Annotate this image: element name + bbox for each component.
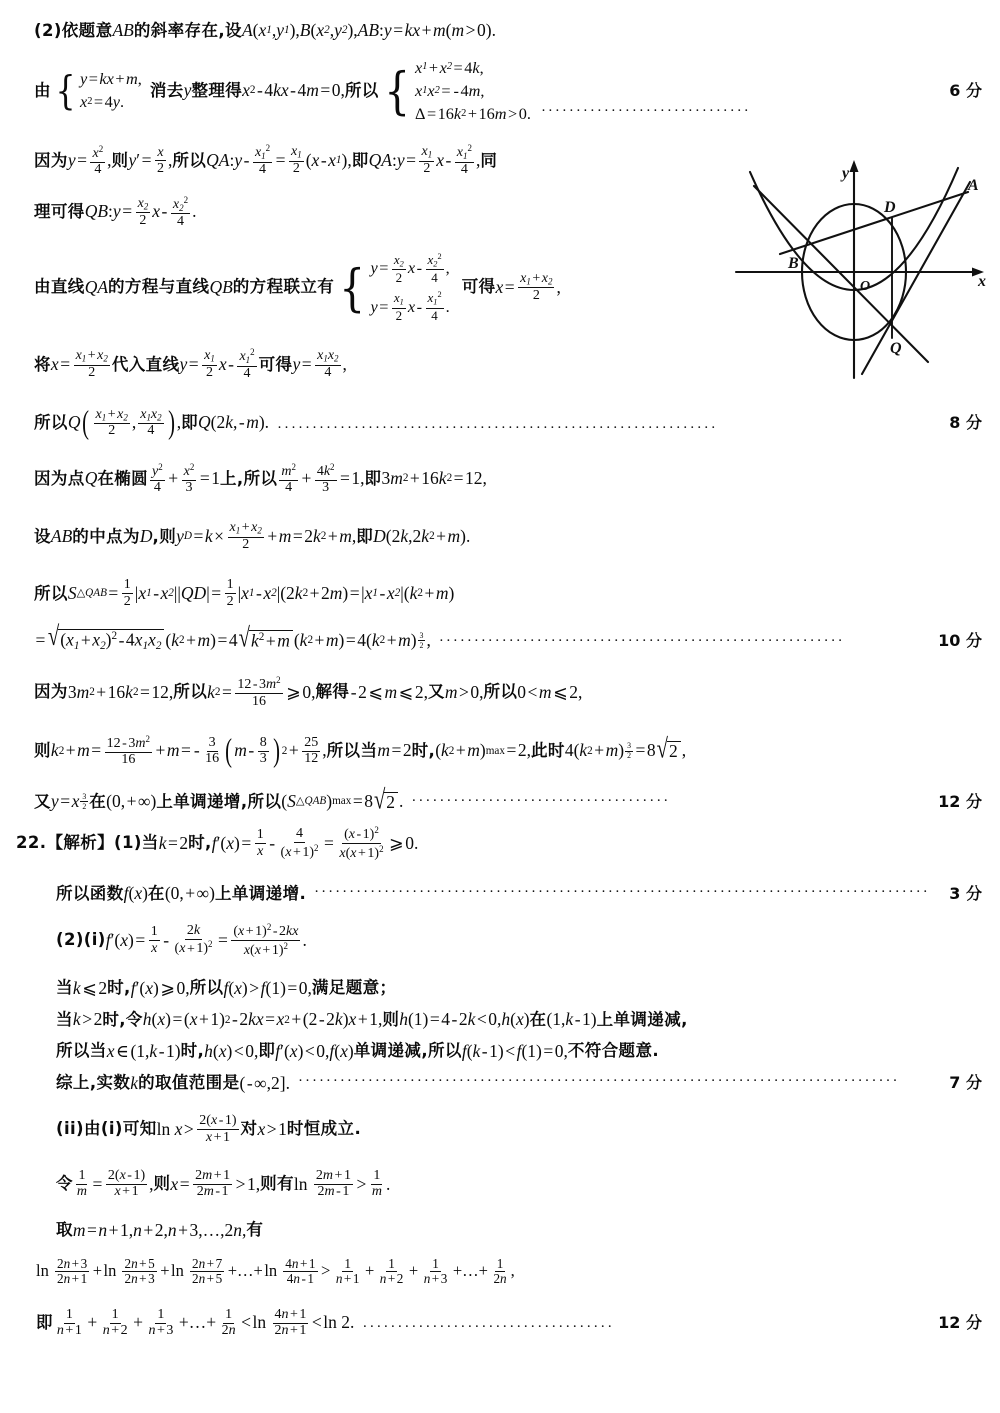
q22-part1: 22. 【解析】 (1)当 k = 2 时 , f ′ ( x ) = $\frac{1}{x}$ - $\frac{4}{(x + 1)^2}$ = $\frac{(x - 1)^2}{x(x + 1)^2}$ ⩾ 0 . [16, 825, 419, 861]
score-10: 10 分 [938, 630, 982, 650]
leader-dots-10: ·························································· [438, 634, 845, 650]
q21-q-coords: 所以 Q ( $\frac{x_1 + x_2}{2}$ , $\frac{x_1x_2}{4}$ ) , 即 Q ( 2 k , - m ) . ······························································· 8 分 [34, 403, 982, 441]
score-7: 7 分 [949, 1073, 982, 1093]
q22-case-k-le-2: 当 k ⩽ 2 时 , f ′ ( x ) ⩾ 0 , 所以 f ( x ) > f ( 1 ) = 0 , 满足题意； [56, 977, 397, 998]
q21-area-line1: 所以 S △QAB = $\frac{1}{2}$ | x 1 - x 2 | | QD | = $\frac{1}{2}$ | x 1 - x 2 | ( 2 k 2 + 2 m ) = | x 1 - x 2 | ( k 2 + m ) [34, 577, 455, 609]
system-vieta: { x 1 + x 2 = 4 k , x 1 x 2 = - 4 m , Δ = 16 k 2 + 16 m > 0 . [383, 58, 531, 124]
q21-substitute: 将 x = $\frac{x_1 + x_2}{2}$ 代入直线 y = $\frac{x_1}{2}$ x - $\frac{x_1^2}{4}$ 可得 y = $\frac{x_1x_2}{4}$ , [34, 347, 347, 382]
score-12b: 12 分 [938, 1313, 982, 1333]
q21-vieta-row: 由 { y = kx + m , x 2 = 4 y . 消去 y 整理得 x 2 - 4 kx - 4 m = 0 , 所以 { x 1 + x 2 = 4 k , x 1 x 2 = - 4 m , Δ = 16 k 2 + 16 m > 0 . ······························ 6 分 [34, 58, 982, 124]
q22-p2i: (2)(i) f ′ ( x ) = $\frac{1}{x}$ - $\frac{2k}{(x + 1)^2}$ = $\frac{(x + 1)^2 - 2kx}{x(x + 1)^2}$ . [56, 922, 307, 958]
q22-final-inequality: 即 $\frac{1}{n + 1}$ + $\frac{1}{n + 2}$ + $\frac{1}{n + 3}$ +…+ $\frac{1}{2n}$ < ln $\frac{4n + 1}{2n + 1}$ < ln 2 . ···································· 12 分 [36, 1306, 982, 1339]
figure-label-x: x [978, 273, 986, 290]
figure-label-b: B [788, 255, 799, 272]
q22-take-m: 取 m = n + 1 , n + 2 , n + 3 ,…, 2 n , 有 [56, 1219, 264, 1240]
leader-dots-6: ······························ [540, 104, 751, 120]
q21-vertex-form: 则 k 2 + m = $\frac{12 - 3m^2}{16}$ + m = - $\frac{3}{16}$ ( m - $\frac{8}{3}$ ) 2 + $\frac{25}{12}$ , 所以当 m = 2 时 , ( k 2 + m ) max = 2 , 此时 4 ( k 2 + m ) $\frac{3}{2}$ = 8 √ 2 , [34, 731, 687, 769]
leader-dots-8: ······························································· [277, 420, 718, 436]
q21-simultaneous: 由直线 QA 的方程与直线 QB 的方程联立有 { y = $\frac{x_2}{2}$ x - $\frac{x_2^2}{4}$ , y = $\frac{x_1}{2}$ x - $\frac{x_1^2}{4}$ . 可得 x = $\frac{x_1 + x_2}{2}$ , [34, 251, 561, 324]
score-8: 8 分 [949, 413, 982, 433]
system-substitution: { y = kx + m , x 2 = 4 y . [55, 67, 142, 114]
q21-ellipse: 因为点 Q 在椭圆 $\frac{y^2}{4}$ + $\frac{x^2}{3}$ = 1 上 , 所以 $\frac{m^2}{4}$ + $\frac{4k^2}{3}$ = 1 , 即 3 m 2 + 16 k 2 = 12 , [34, 461, 487, 496]
q22-let-m: 令 $\frac{1}{m}$ = $\frac{2(x - 1)}{x + 1}$ , 则 x = $\frac{2m + 1}{2m - 1}$ > 1 , 则有 ln $\frac{2m + 1}{2m - 1}$ > $\frac{1}{m}$ . [56, 1168, 391, 1200]
leader-dots-12: ····································· [411, 794, 671, 810]
system-qa-qb: { y = $\frac{x_2}{2}$ x - $\frac{x_2^2}{4}$ , y = $\frac{x_1}{2}$ x - $\frac{x_1^2}{4}$ . [339, 251, 450, 324]
q21-qb-line: 理可得 QB : y = $\frac{x_2}{2}$ x - $\frac{x_2^2}{4}$ . [34, 194, 197, 229]
q21-final: 又 y = x $\frac{3}{2}$ 在 ( 0 , + ∞ ) 上单调递增 , 所以 ( S △QAB ) max = 8 √ 2 . ····································· 12 分 [34, 785, 982, 815]
q22-sum-inequality: ln $\frac{2n + 3}{2n + 1}$ + ln $\frac{2n + 5}{2n + 3}$ + ln $\frac{2n + 7}{2n + 5}$ +…+ ln $\frac{4n + 1}{4n - 1}$ > $\frac{1}{n + 1}$ + $\frac{1}{n + 2}$ + $\frac{1}{n + 3}$ +…+ $\frac{1}{2n}$ , [36, 1256, 515, 1287]
q22-case3: 所以当 x ∈ ( 1 , k - 1 ) 时 , h ( x ) < 0 , 即 f ′ ( x ) < 0 , f ( x ) 单调递减 , 所以 f ( k - 1 ) < f ( 1 ) = 0 , 不符合题意 . [56, 1040, 660, 1061]
q22-case-k-gt-2: 当 k > 2 时 , 令 h ( x ) = ( x + 1 ) 2 - 2 kx = x 2 + ( 2 - 2 k ) x + 1 , 则 h ( 1 ) = 4 - 2 k < 0 , h ( x ) 在 ( 1 , k - 1 ) 上单调递减 , [56, 1009, 688, 1030]
leader-dots-7: ······················································································ [297, 1074, 900, 1090]
q21-part2-lead: (2)依题意 AB 的斜率存在 , 设 A ( x 1 , y 1 ) , B ( x 2 , y 2 ) , AB : y = kx + m ( m > 0 ) . [34, 20, 496, 40]
score-6: 6 分 [949, 80, 982, 100]
leader-dots-12b: ···································· [362, 1320, 615, 1336]
q22-p1-conclusion: 所以函数 f ( x ) 在 ( 0 , + ∞ ) 上单调递增 . ························································································ 3 分 [56, 883, 982, 904]
q21-midpoint-d: 设 AB 的中点为 D , 则 y D = k × $\frac{x_1 + x_2}{2}$ + m = 2 k 2 + m , 即 D ( 2 k , 2 k 2 + m ) . [34, 520, 471, 553]
figure-label-a: A [968, 177, 979, 194]
figure-label-y: y [842, 165, 850, 182]
q22-p2ii: (ii)由(i)可知 ln x > $\frac{2(x - 1)}{x + 1}$ 对 x > 1 时恒成立 . [56, 1113, 362, 1145]
score-3: 3 分 [949, 884, 982, 904]
figure-label-d: D [884, 199, 896, 216]
q21-k2-range: 因为 3 m 2 + 16 k 2 = 12 , 所以 k 2 = $\frac{12 - 3m^2}{16}$ ⩾ 0 , 解得 - 2 ⩽ m ⩽ 2 , 又 m > 0 , 所以 0 < m ⩽ 2 , [34, 675, 583, 709]
figure-label-q: Q [890, 340, 902, 357]
q21-area-line2: = √ $(x_1+x_2)^2-4x_1x_2$ ( k 2 + m ) = 4 √ $k^2+m$ ( k 2 + m ) = 4 ( k 2 + m ) $\frac{3}{2}$ , ·························································· 10 分 [35, 622, 982, 654]
q22-conclusion-i: 综上 , 实数 k 的取值范围是 ( - ∞ , 2 ] . ······················································································ 7 分 [56, 1072, 982, 1093]
figure-label-o: O [860, 279, 871, 294]
leader-dots-3: ························································································ [314, 885, 930, 901]
score-12: 12 分 [938, 791, 982, 811]
q21-qa-line: 因为 y = $\frac{x^2}{4}$ , 则 y ′ = $\frac{x}{2}$ , 所以 QA : y - $\frac{x_1^2}{4}$ = $\frac{x_1}{2}$ ( x - x 1 ) , 即 QA : y = $\frac{x_1}{2}$ x - $\frac{x_1^2}{4}$ , 同 [34, 143, 498, 178]
